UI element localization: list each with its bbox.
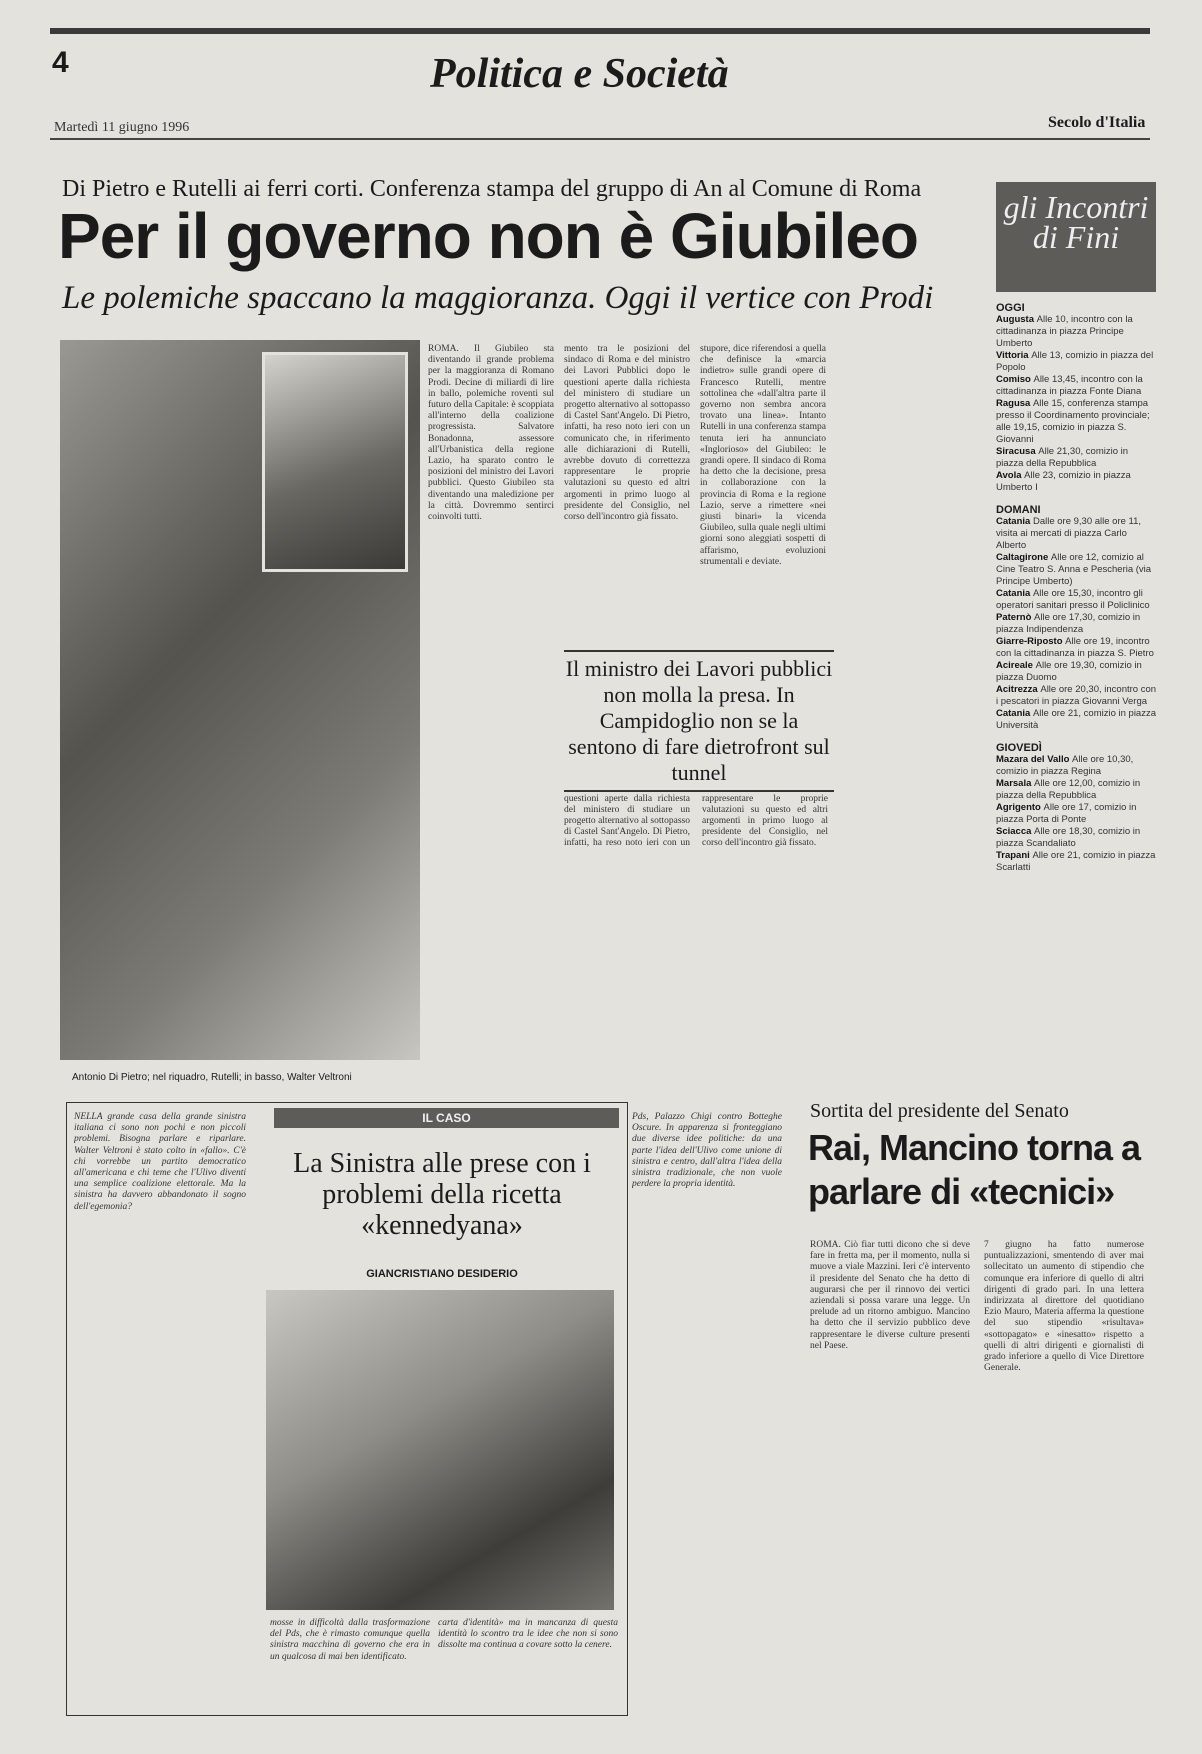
sidebar-event [996, 826, 1156, 850]
il-caso-headline: La Sinistra alle prese con i problemi della ricetta «kennedyana» [293, 1148, 591, 1241]
sidebar-event [996, 470, 1156, 494]
sidebar-event-place: Catania [996, 588, 1033, 599]
sidebar-event [996, 660, 1156, 684]
sidebar-event-place: Giarre-Riposto [996, 636, 1066, 647]
sidebar-schedule [996, 302, 1156, 874]
pull-quote: Il ministro dei Lavori pubblici non molla la presa. In Campidoglio non se la sentono di fare dietrofront sul tunnel [564, 650, 834, 792]
sidebar-event-text: Alle ore 10,30, comizio in piazza Regina [996, 754, 1134, 777]
sidebar-event-text: Alle 13, comizio in piazza del Popolo [996, 350, 1154, 373]
sidebar-event [996, 314, 1156, 350]
sidebar-event-text: Alle ore 19,30, comizio in piazza Duomo [996, 660, 1142, 683]
sidebar-event [996, 374, 1156, 398]
sidebar-event-text: Alle ore 12,00, comizio in piazza della Repubblica [996, 778, 1141, 801]
sidebar-event [996, 516, 1156, 552]
il-caso-column-1: NELLA grande casa della grande sinistra italiana ci sono non pochi e non piccoli problemi. Bisogna parlare e riparlare. Walter Veltroni è stato colto in «fallo». C'è chi vorrebbe un partito democratico all'americana e chi teme che l'Ulivo diventi una semplice coalizione elettorale. Ma la sinistra ha davvero abbandonato il sogno dell'egemonia? [74, 1112, 246, 1212]
sidebar-event [996, 778, 1156, 802]
sidebar-event-text: Alle ore 19, incontro con la cittadinanza in piazza S. Pietro [996, 636, 1154, 659]
sidebar-event [996, 398, 1156, 446]
sidebar-day-heading: OGGI [996, 302, 1025, 314]
sidebar-event-place: Vittoria [996, 350, 1032, 361]
rutelli-inset-photo [262, 352, 408, 572]
sidebar-event [996, 612, 1156, 636]
newspaper-name: Secolo d'Italia [1048, 114, 1146, 131]
sidebar-event-text: Dalle ore 9,30 alle ore 11, visita ai mercati di piazza Carlo Alberto [996, 516, 1142, 551]
rai-column-2: 7 giugno ha fatto numerose puntualizzazioni, smentendo di aver mai sollecitato un aumento di stipendio che comunque era inferiore di quello di altri dirigenti di grado pari. In una lettera indirizzata al direttore del quotidiano Ezio Mauro, Materia afferma la questione del suo stipendio «risultava» «sottopagato» e «inesatto» rispetto a quelli di altri dirigenti e giornalisti di grado inferiore a quello di Vice Direttore Generale. [984, 1240, 1144, 1374]
sidebar-event-place: Comiso [996, 374, 1034, 385]
issue-date: Martedì 11 giugno 1996 [54, 120, 190, 135]
sidebar-event-place: Siracusa [996, 446, 1039, 457]
sidebar-event-text: Alle ore 18,30, comizio in piazza Scandaliato [996, 826, 1141, 849]
section-title: Politica e Società [430, 51, 729, 97]
il-caso-label: IL CASO [274, 1108, 619, 1128]
main-kicker: Di Pietro e Rutelli ai ferri corti. Conferenza stampa del gruppo di An al Comune di Roma [62, 176, 922, 202]
sidebar-event-text: Alle 15, conferenza stampa presso il Coordinamento provinciale; alle 19,15, comizio in piazza S. Giovanni [996, 398, 1150, 445]
sidebar-event [996, 446, 1156, 470]
rai-kicker: Sortita del presidente del Senato [810, 1100, 1069, 1122]
il-caso-column-2: Pds, Palazzo Chigi contro Botteghe Oscure. In apparenza si fronteggiano due diverse idee politiche: da una parte l'idea dell'Ulivo come unione di sinistra e centro, dall'altra l'idea della sinistra tradizionale, che non vuole perdere la propria identità. [632, 1112, 782, 1190]
veltroni-photo [266, 1290, 614, 1610]
sidebar-event-place: Acitrezza [996, 684, 1041, 695]
main-article-column-2: mento tra le posizioni del sindaco di Roma e del ministro dei Lavori Pubblici dopo le questioni aperte dalla richiesta del ministero di studiare un progetto alternativo al sottopasso di Castel Sant'Angelo. Di Pietro, infatti, ha reso noto ieri con un comunicato che, in riferimento alle dichiarazioni di Rutelli, avrebbe dovuto di correttezza rappresentare le proprie valutazioni su questo ed altri argomenti in primo luogo al presidente del Consiglio, nel corso dell'incontro già fissato. [564, 344, 690, 523]
sidebar-event-place: Paternò [996, 612, 1035, 623]
main-article-column-1: ROMA. Il Giubileo sta diventando il grande problema per la maggioranza di Romano Prodi. Decine di miliardi di lire in ballo, polemiche roventi sul futuro della Capitale: è scoppiata all'interno della coalizione progressista. Salvatore Bonadonna, assessore all'Urbanistica della regione Lazio, ha sparato contro le posizioni del ministro dei Lavori pubblici. Questo Giubileo sta diventando una maledizione per la città. Dovremmo sentirci coinvolti tutti. [428, 344, 554, 523]
sidebar-event-text: Alle ore 21, comizio in piazza Università [996, 708, 1157, 731]
sidebar-event-place: Avola [996, 470, 1025, 481]
header-rule [50, 138, 1150, 140]
main-article-column-3: stupore, dice riferendosi a quella che definisce la «marcia indietro» sulle grandi opere di Francesco Rutelli, mentre sottolinea che «dall'altra parte il governo non sembra ancora trovato una linea». Intanto Rutelli in una conferenza stampa tenuta ieri ha annunciato «Inglorioso» del Giubileo: le grandi opere. Il sindaco di Roma ha detto che la decisione, presa in collaborazione con la provincia di Roma e la regione Lazio, serve a rimettere «nei giusti binari» la vicenda Giubileo, sulla quale negli ultimi giorni sono aleggiati sospetti di affarismo, evoluzioni strumentali e deviate. [700, 344, 826, 567]
sidebar-event-text: Alle 21,30, comizio in piazza della Repubblica [996, 446, 1129, 469]
sidebar-event-place: Sciacca [996, 826, 1035, 837]
sidebar-day-heading: GIOVEDÌ [996, 742, 1042, 754]
fini-meetings-sidebar [996, 182, 1156, 1110]
top-rule [50, 28, 1150, 34]
sidebar-event-text: Alle ore 12, comizio al Cine Teatro S. Anna e Pescheria (via Principe Umberto) [996, 552, 1152, 587]
sidebar-event [996, 754, 1156, 778]
sidebar-event [996, 552, 1156, 588]
sidebar-event-place: Catania [996, 708, 1033, 719]
sidebar-event-place: Agrigento [996, 802, 1044, 813]
sidebar-event-text: Alle ore 20,30, incontro con i pescatori in piazza Giovanni Verga [996, 684, 1157, 707]
sidebar-event-text: Alle ore 15,30, incontro gli operatori sanitari presso il Policlinico [996, 588, 1150, 611]
main-article-continuation: questioni aperte dalla richiesta del ministero di studiare un progetto alternativo al sottopasso di Castel Sant'Angelo. Di Pietro, infatti, ha reso noto ieri con un rappresentare le proprie valutazioni su questo ed altri argomenti in primo luogo al presidente del Consiglio, nel corso dell'incontro già fissato. [564, 793, 828, 849]
sidebar-event [996, 802, 1156, 826]
sidebar-event [996, 636, 1156, 660]
il-caso-column-4: carta d'identità» ma in mancanza di questa identità lo scontro tra le idee che non si sono dissolte ma continua a covare sotto la cenere. [438, 1618, 618, 1651]
sidebar-event [996, 708, 1156, 732]
main-headline: Per il governo non è Giubileo [58, 200, 918, 272]
sidebar-event [996, 850, 1156, 874]
rai-column-1: ROMA. Ciò fiar tutti dicono che si deve fare in fretta ma, per il momento, nulla si muove a viale Mazzini. Ieri c'è intervento il presidente del Senato che ha detto di augurarsi che per il rinnovo dei vertici aziendali si possa varare una legge. Un prelude ad un ritorno ambiguo. Mancino ha detto che il servizio pubblico deve rappresentare le diverse culture presenti nel Paese. [810, 1240, 970, 1351]
sidebar-event-text: Alle ore 17,30, comizio in piazza Indipendenza [996, 612, 1141, 635]
sidebar-event-place: Ragusa [996, 398, 1033, 409]
sidebar-event-place: Augusta [996, 314, 1037, 325]
sidebar-event-text: Alle ore 21, comizio in piazza Scarlatti [996, 850, 1156, 873]
main-subheadline: Le polemiche spaccano la maggioranza. Oggi il vertice con Prodi [62, 280, 934, 316]
sidebar-day-heading: DOMANI [996, 504, 1041, 516]
sidebar-event-text: Alle 13,45, incontro con la cittadinanza in piazza Fonte Diana [996, 374, 1143, 397]
sidebar-event [996, 684, 1156, 708]
sidebar-event [996, 350, 1156, 374]
rai-headline: Rai, Mancino torna a parlare di «tecnici» [808, 1127, 1141, 1212]
sidebar-event-place: Catania [996, 516, 1033, 527]
il-caso-byline: GIANCRISTIANO DESIDERIO [366, 1268, 518, 1280]
sidebar-event-place: Trapani [996, 850, 1033, 861]
sidebar-event-place: Acireale [996, 660, 1036, 671]
page-number: 4 [52, 46, 69, 79]
sidebar-event-place: Caltagirone [996, 552, 1051, 563]
sidebar-event-place: Marsala [996, 778, 1035, 789]
photo-caption: Antonio Di Pietro; nel riquadro, Rutelli; in basso, Walter Veltroni [72, 1072, 352, 1083]
sidebar-event [996, 588, 1156, 612]
il-caso-column-3: mosse in difficoltà dalla trasformazione del Pds, che è rimasto comunque quella sinistra macchina di governo che era in un qualcosa di mai ben identificato. [270, 1618, 430, 1662]
sidebar-title: gli Incontri di Fini [996, 182, 1156, 292]
sidebar-event-place: Mazara del Vallo [996, 754, 1073, 765]
sidebar-event-text: Alle 10, incontro con la cittadinanza in piazza Principe Umberto [996, 314, 1133, 349]
sidebar-event-text: Alle ore 17, comizio in piazza Porta di Ponte [996, 802, 1137, 825]
sidebar-event-text: Alle 23, comizio in piazza Umberto I [996, 470, 1131, 493]
